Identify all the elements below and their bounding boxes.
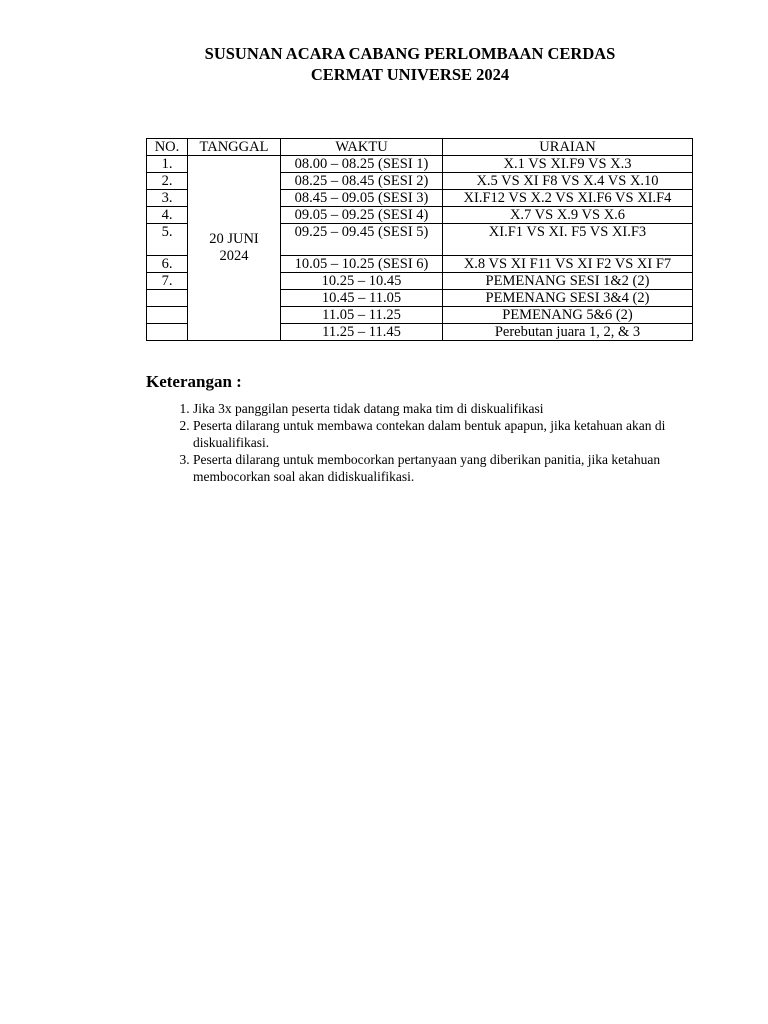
header-description: URAIAN	[443, 139, 693, 156]
row-time: 09.25 – 09.45 (SESI 5)	[281, 224, 443, 256]
row-no	[147, 324, 188, 341]
row-description: XI.F1 VS XI. F5 VS XI.F3	[443, 224, 693, 256]
date-cell	[188, 156, 281, 341]
row-time: 10.05 – 10.25 (SESI 6)	[281, 256, 443, 273]
date-line-2: 2024	[219, 248, 249, 264]
row-description: X.5 VS XI F8 VS X.4 VS X.10	[443, 173, 693, 190]
table-header-row	[147, 139, 693, 156]
row-no	[147, 290, 188, 307]
row-time: 11.25 – 11.45	[281, 324, 443, 341]
row-description: PEMENANG SESI 1&2 (2)	[443, 273, 693, 290]
row-time: 10.25 – 10.45	[281, 273, 443, 290]
row-time: 09.05 – 09.25 (SESI 4)	[281, 207, 443, 224]
row-no: 3.	[147, 190, 188, 207]
row-time: 11.05 – 11.25	[281, 307, 443, 324]
row-no: 1.	[147, 156, 188, 173]
row-no	[147, 307, 188, 324]
row-no: 4.	[147, 207, 188, 224]
table-row	[147, 156, 693, 173]
row-no: 7.	[147, 273, 188, 290]
row-no: 2.	[147, 173, 188, 190]
notes-heading: Keterangan :	[146, 372, 242, 391]
notes-list	[146, 400, 713, 485]
document-title	[0, 43, 768, 85]
row-time: 08.25 – 08.45 (SESI 2)	[281, 173, 443, 190]
list-item: 3. Peserta dilarang untuk membocorkan pertanyaan yang diberikan panitia, jika ketahuan membocorkan soal akan didiskualifikasi.	[193, 451, 713, 485]
title-line-2: CERMAT UNIVERSE 2024	[310, 65, 510, 84]
row-description: X.1 VS XI.F9 VS X.3	[443, 156, 693, 173]
date-line-1: 20 JUNI	[209, 231, 259, 247]
schedule-table	[146, 138, 693, 341]
row-description: PEMENANG SESI 3&4 (2)	[443, 290, 693, 307]
header-time: WAKTU	[281, 139, 443, 156]
list-item: 1. Jika 3x panggilan peserta tidak datang maka tim di diskualifikasi	[193, 400, 713, 417]
row-description: X.7 VS X.9 VS X.6	[443, 207, 693, 224]
header-date: TANGGAL	[188, 139, 281, 156]
list-item: 2. Peserta dilarang untuk membawa contekan dalam bentuk apapun, jika ketahuan akan di diskualifikasi.	[193, 417, 713, 451]
row-time: 08.45 – 09.05 (SESI 3)	[281, 190, 443, 207]
row-no: 5.	[147, 224, 188, 256]
row-description: XI.F12 VS X.2 VS XI.F6 VS XI.F4	[443, 190, 693, 207]
row-description: PEMENANG 5&6 (2)	[443, 307, 693, 324]
row-no: 6.	[147, 256, 188, 273]
row-time: 10.45 – 11.05	[281, 290, 443, 307]
row-description: X.8 VS XI F11 VS XI F2 VS XI F7	[443, 256, 693, 273]
title-line-1: SUSUNAN ACARA CABANG PERLOMBAAN CERDAS	[204, 44, 616, 63]
row-description: Perebutan juara 1, 2, & 3	[443, 324, 693, 341]
row-time: 08.00 – 08.25 (SESI 1)	[281, 156, 443, 173]
header-no: NO.	[147, 139, 188, 156]
